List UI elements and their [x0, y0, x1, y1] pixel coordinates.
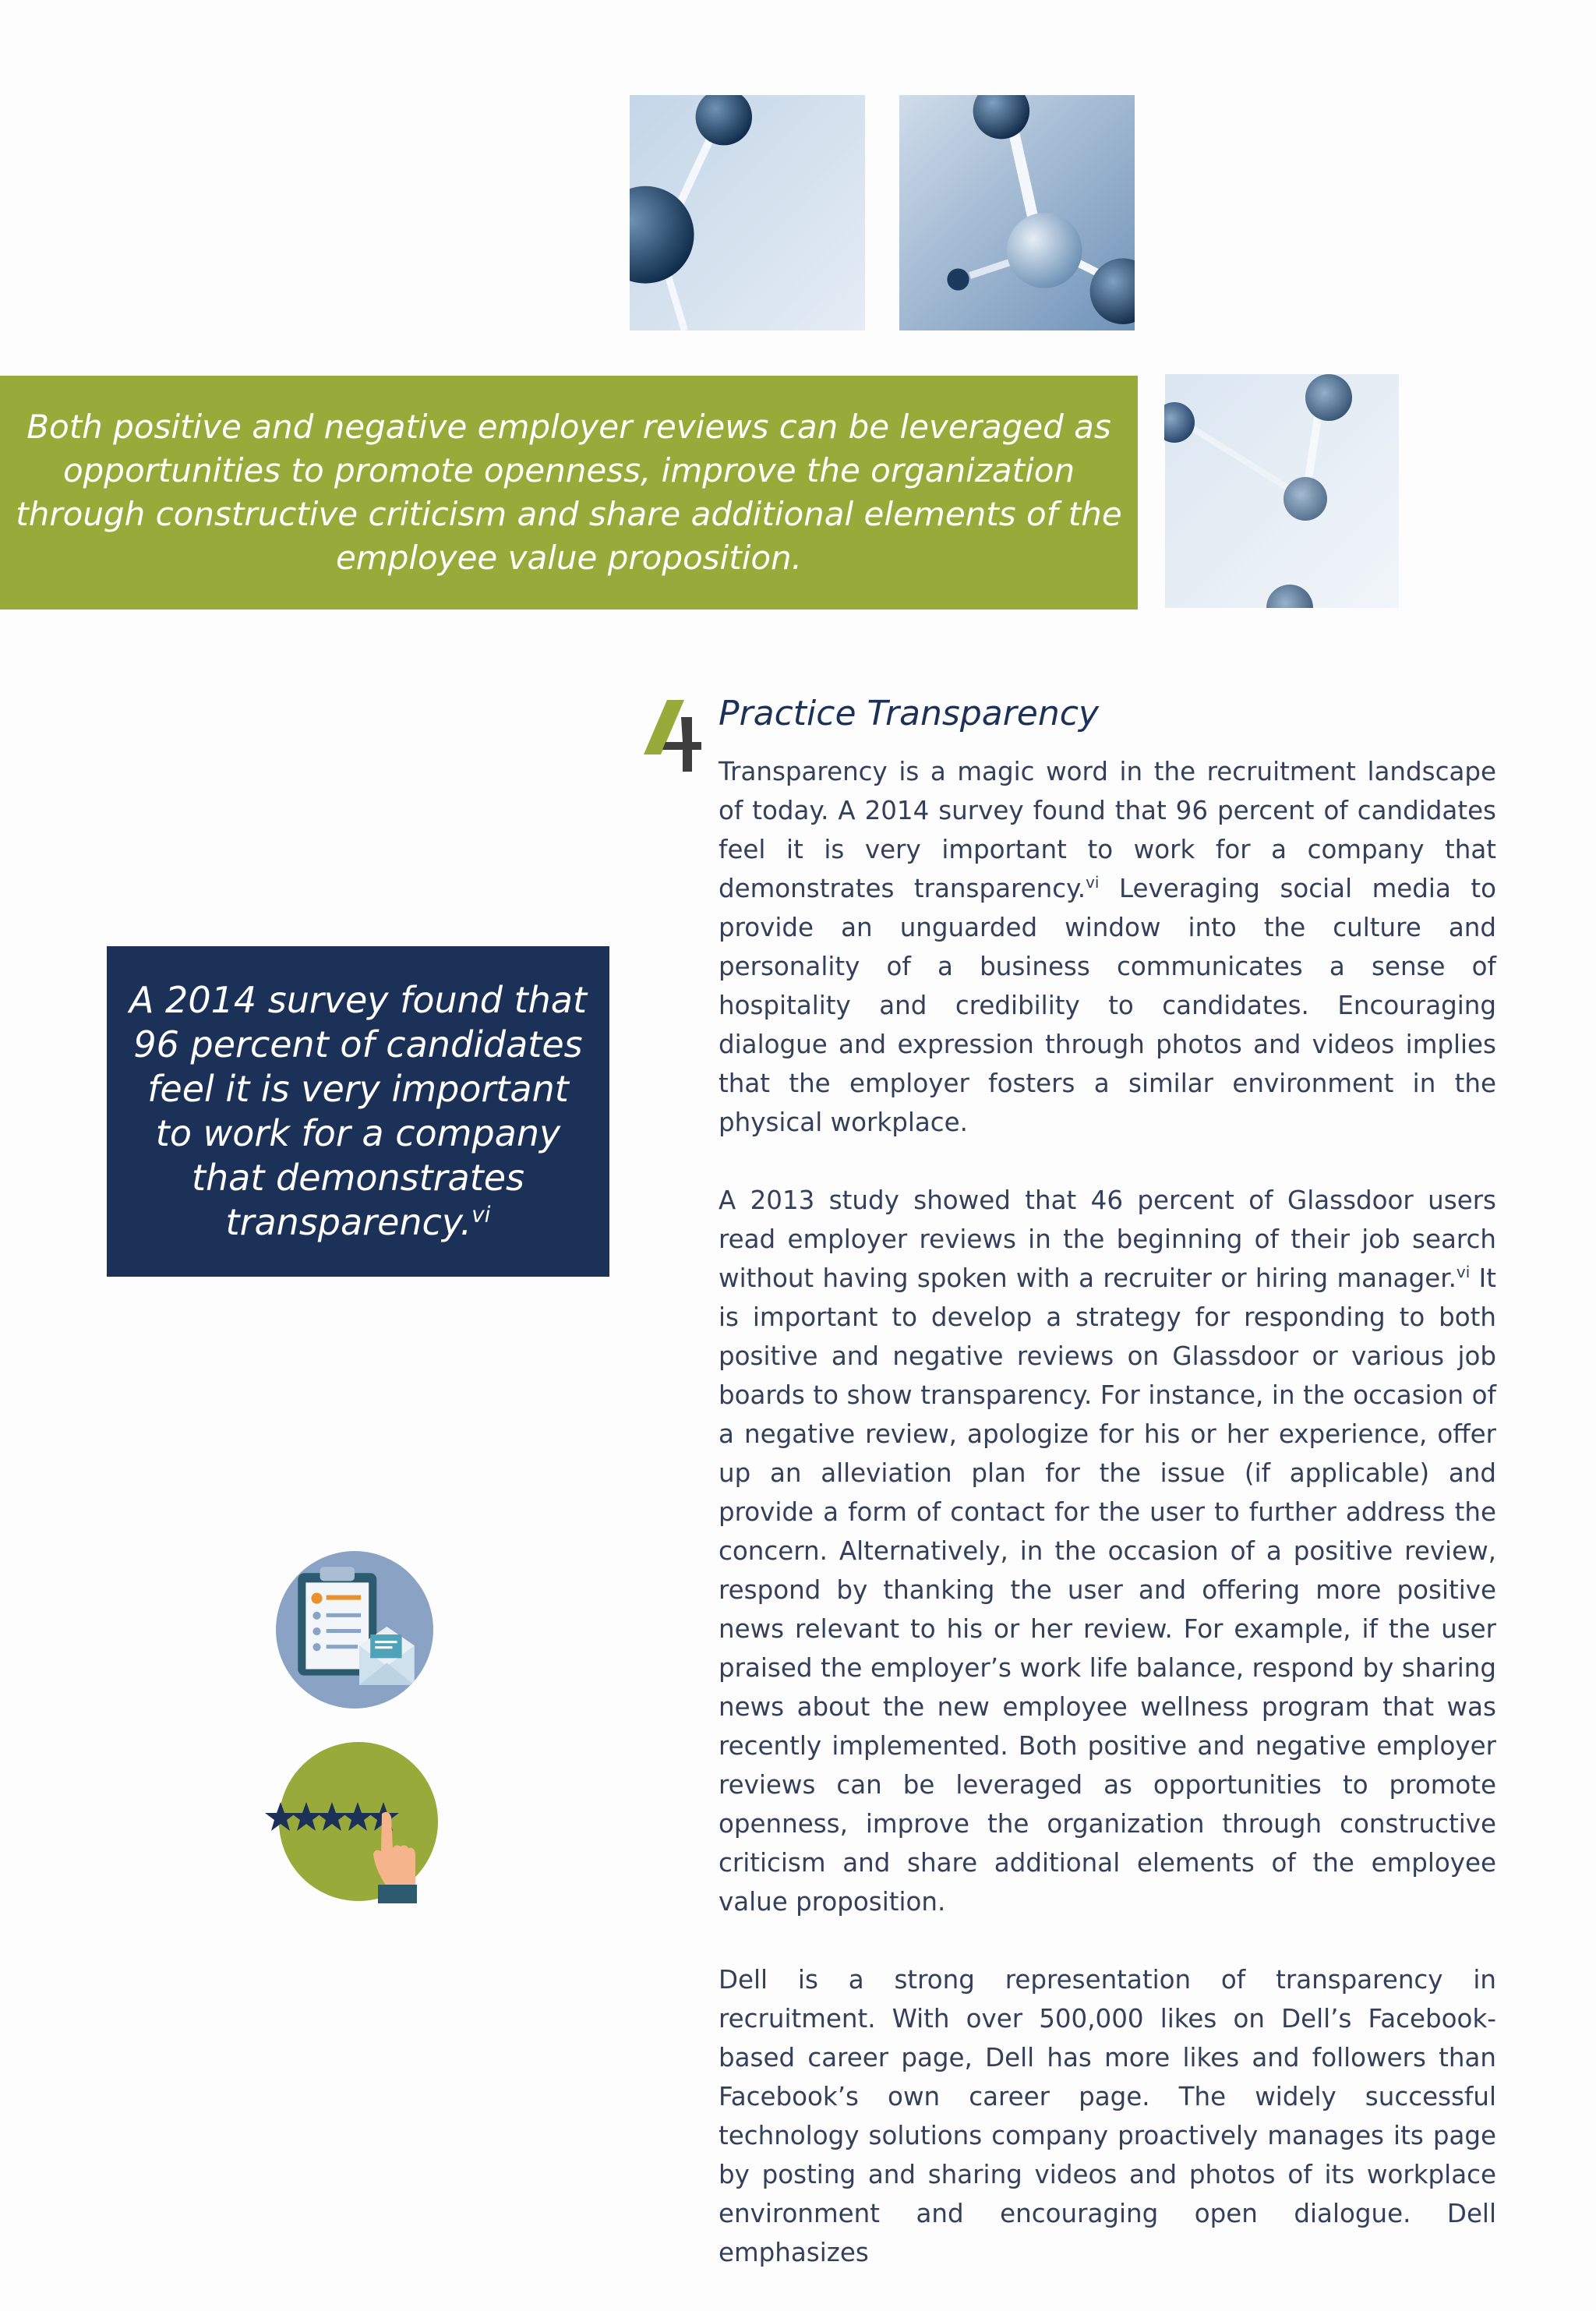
section-title: Practice Transparency [719, 694, 1099, 733]
five-star-rating-icon [265, 1740, 444, 1903]
article-body [719, 752, 1496, 2311]
pull-quote-text: Both positive and negative employer reviews can be leveraged as opportunities to promote openness, improve the organization through constructive criticism and share additional elements of the employee value proposition. [16, 408, 1122, 577]
molecule-image-3 [1164, 374, 1400, 608]
molecule-image-1 [630, 95, 865, 330]
paragraph-3-text: Dell is a strong representation of transparency in recruitment. With over 500,000 likes on Dell’s Facebook-based career page, Dell has more likes and followers than Facebook’s own career page. The widely successful technology solutions company proactively manages its page by posting and sharing videos and photos of its workplace environment and encouraging open dialogue. Dell emphasizes [719, 1965, 1496, 2267]
citation-superscript: vi [1456, 1263, 1471, 1282]
molecule-image-2 [899, 95, 1135, 330]
callout-text [125, 978, 592, 1245]
paragraph-1-text: Transparency is a magic word in the recruitment landscape of today. A 2014 survey found that 96 percent of candidates feel it is very important to work for a company that demonstrates transparency. [719, 757, 1496, 903]
pull-quote-band [0, 376, 1138, 610]
paragraph-3 [719, 1960, 1496, 2272]
callout-box [107, 946, 609, 1277]
callout-body: A 2014 survey found that 96 percent of candidates feel it is very important to work for a company that demonstrates transparency. [129, 979, 588, 1243]
molecule-photo-icon [630, 95, 865, 330]
paragraph-1-text-cont: Leveraging social media to provide an unguarded window into the culture and personality of a business communicates a sense of hospitality and credibility to candidates. Encouraging dialogue and expression through photos and videos implies that the employer fosters a similar environment in the physical workplace. [719, 874, 1497, 1137]
clipboard-checklist-icon [276, 1551, 433, 1709]
paragraph-2-text: A 2013 study showed that 46 percent of Glassdoor users read employer reviews in the beginning of their job search without having spoken with a recruiter or hiring manager. [719, 1186, 1496, 1293]
citation-superscript: vi [1086, 873, 1100, 892]
paragraph-2-text-cont: It is important to develop a strategy for responding to both positive and negative reviews on Glassdoor or various job boards to show transparency. For instance, in the occasion of a negative review, apologize for his or her experience, offer up an alleviation plan for the issue (if applicable) and provide a form of contact for the user to further address the concern. Alternatively, in the occasion of a positive review, respond by thanking the user and offering more positive news relevant to his or her review. For example, if the user praised the employer’s work life balance, respond by sharing news about the new employee wellness program that was recently implemented. Both positive and negative employer reviews can be leveraged as opportunities to promote openness, improve the organization through constructive criticism and share additional elements of the employee value proposition. [719, 1263, 1496, 1917]
molecule-photo-icon [1164, 374, 1400, 608]
paragraph-2 [719, 1181, 1496, 1921]
molecule-photo-icon [899, 95, 1135, 330]
section-number-icon [644, 700, 706, 772]
paragraph-1 [719, 752, 1496, 1142]
callout-superscript: vi [471, 1201, 491, 1228]
